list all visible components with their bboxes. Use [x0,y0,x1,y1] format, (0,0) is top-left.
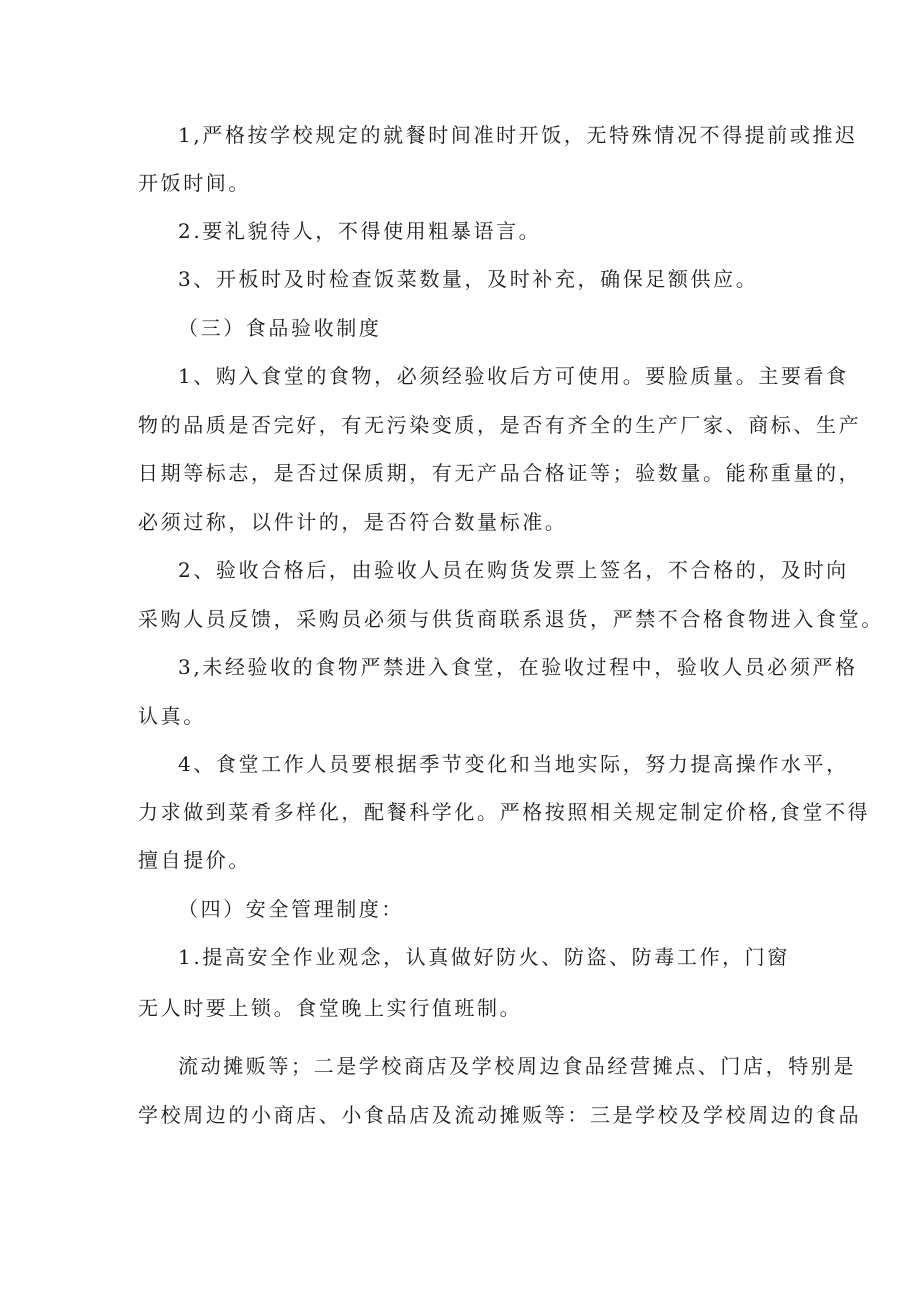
text-line: 认真。 [138,704,206,728]
text-line: 2.要礼貌待人，不得使用粗暴语言。 [178,219,542,243]
text-line: 2、验收合格后，由验收人员在购货发票上签名，不合格的，及时向 [178,558,849,582]
text-line: 1,严格按学校规定的就餐时间准时开饭，无特殊情况不得提前或推迟 [178,123,858,147]
section-heading: （三）食品验收制度 [178,316,382,340]
text-line: 流动摊贩等；二是学校商店及学校周边食品经营摊点、门店，特别是 [178,1054,856,1078]
text-line: 4、食堂工作人员要根据季节变化和当地实际，努力提高操作水平， [178,752,849,776]
text-line: 无人时要上锁。食堂晚上实行值班制。 [138,996,523,1020]
text-line: 力求做到菜肴多样化，配餐科学化。严格按照相关规定制定价格,食堂不得 [138,800,871,824]
text-line: 3、开板时及时检查饭菜数量，及时补充，确保足额供应。 [178,267,759,291]
text-line: 采购人员反馈，采购员必须与供货商联系退货，严禁不合格食物进入食堂。 [138,607,884,631]
section-heading: （四）安全管理制度： [178,897,404,921]
text-line: 日期等标志，是否过保质期，有无产品合格证等；验数量。能称重量的， [138,461,862,485]
text-line: 3,未经验收的食物严禁进入食堂，在验收过程中，验收人员必须严格 [178,655,858,679]
text-line: 学校周边的小商店、小食品店及流动摊贩等：三是学校及学校周边的食品 [138,1103,862,1127]
text-line: 擅自提价。 [138,848,251,872]
text-line: 1、购入食堂的食物，必须经验收后方可使用。要脸质量。主要看食 [178,364,849,388]
text-line: 必须过称，以件计的，是否符合数量标准。 [138,510,568,534]
text-line: 物的品质是否完好，有无污染变质，是否有齐全的生产厂家、商标、生产 [138,413,862,437]
text-line: 1.提高安全作业观念，认真做好防火、防盗、防毒工作，门窗 [178,945,790,969]
text-line: 开饭时间。 [138,171,251,195]
